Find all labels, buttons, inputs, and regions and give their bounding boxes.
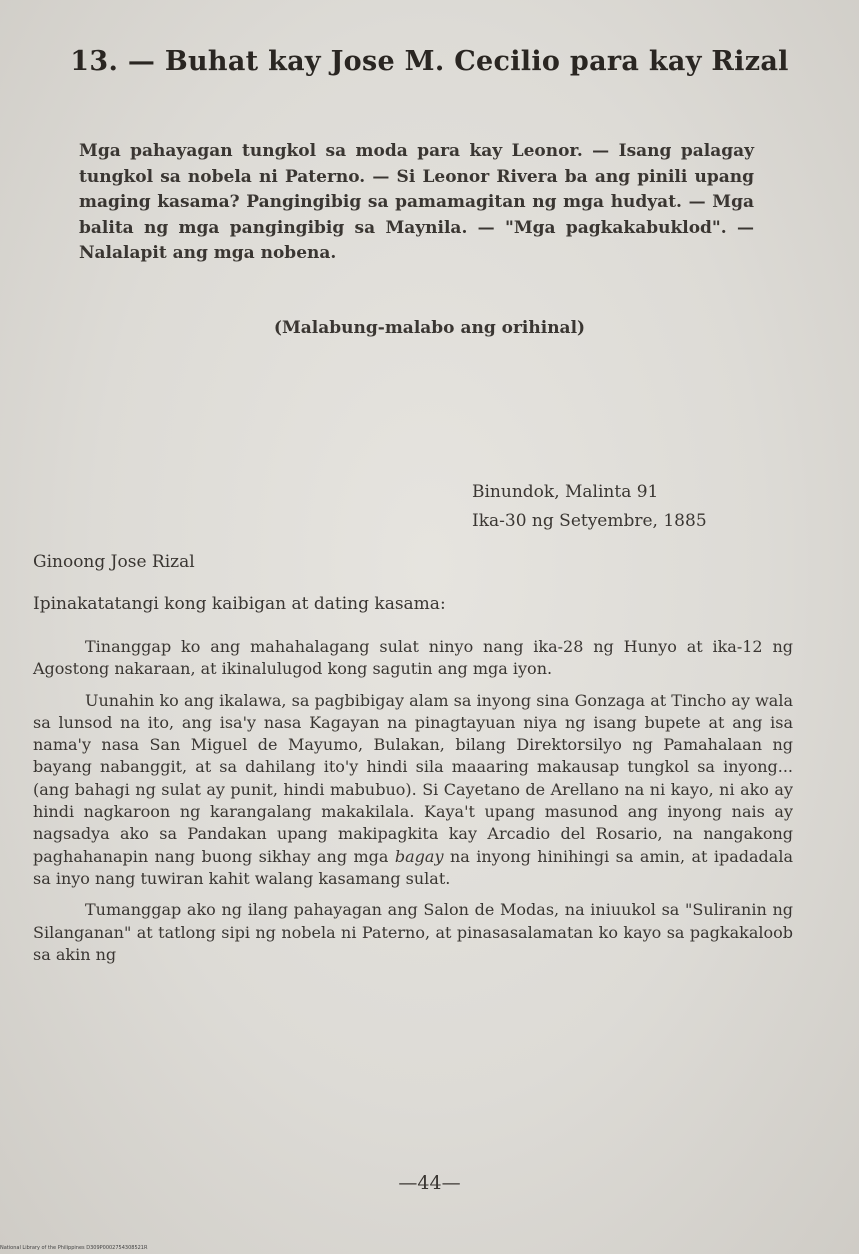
dateline-date: Ika-30 ng Setyembre, 1885 (472, 511, 707, 531)
body-paragraph-1: Tinanggap ko ang mahahalagang sulat ninyo nang ika-28 ng Hunyo at ika-12 ng Agostong nakaraan, at ikinalulugod kong sagutin ang mga iyon. (33, 637, 793, 679)
body-paragraph-2-emphasis: bagay (394, 846, 444, 866)
page-number: —44— (398, 1172, 461, 1194)
letter-title: 13. — Buhat kay Jose M. Cecilio para kay Rizal (70, 46, 789, 77)
dateline-place: Binundok, Malinta 91 (472, 482, 659, 502)
body-paragraph-2 (33, 690, 793, 891)
greeting: Ipinakatatangi kong kaibigan at dating kasama: (33, 594, 446, 614)
body-paragraph-3: Tumanggap ako ng ilang pahayagan ang Salon de Modas, na iniuukol sa "Suliranin ng Silanganan" at tatlong sipi ng nobela ni Paterno, at pinasasalamatan ko kayo sa pagkakaloob sa akin ng (33, 900, 793, 964)
salutation: Ginoong Jose Rizal (33, 552, 195, 572)
body-paragraph-2-text-a: Uunahin ko ang ikalawa, sa pagbibigay alam sa inyong sina Gonzaga at Tincho ay wala sa lunsod na ito, ang isa'y nasa Kagayan na pinagtayuan niya ng isang bupete at ang isa nama'y nasa San Miguel de Mayumo, Bulakan, bilang Direktorsilyo ng Pamahalaan ng bayang nabanggit, at sa dahilang ito'y hindi sila maaaring makausap tungkol sa inyong... (ang bahagi ng sulat ay punit, hindi mabubuo). Si Cayetano de Arellano na ni kayo, ni ako ay hindi nagkaroon ng karangalang makakilala. Kaya't upang masunod ang inyong nais ay nagsadya ako sa Pandakan upang makipagkita kay Arcadio del Rosario, na nangakong paghahanapin nang buong sikhay ang mga (33, 690, 793, 866)
letter-summary: Mga pahayagan tungkol sa moda para kay Leonor. — Isang palagay tungkol sa nobela ni Paterno. — Si Leonor Rivera ba ang pinili upang maging kasama? Pangingibig sa pamamagitan ng mga hudyat. — Mga balita ng mga pangingibig sa Maynila. — "Mga pagkakabuklod". — Nalalapit ang mga nobena. (79, 141, 754, 263)
body-paragraph-2-text-b: na inyong hinihingi sa amin, at ipadadala sa inyo nang tuwiran kahit walang kasamang sulat. (33, 846, 793, 888)
footer-credit: National Library of the Philippines D309P0002754308521R (0, 1245, 148, 1251)
original-note: (Malabung-malabo ang orihinal) (273, 318, 586, 338)
dateline (472, 478, 707, 536)
letter-body (33, 636, 793, 975)
